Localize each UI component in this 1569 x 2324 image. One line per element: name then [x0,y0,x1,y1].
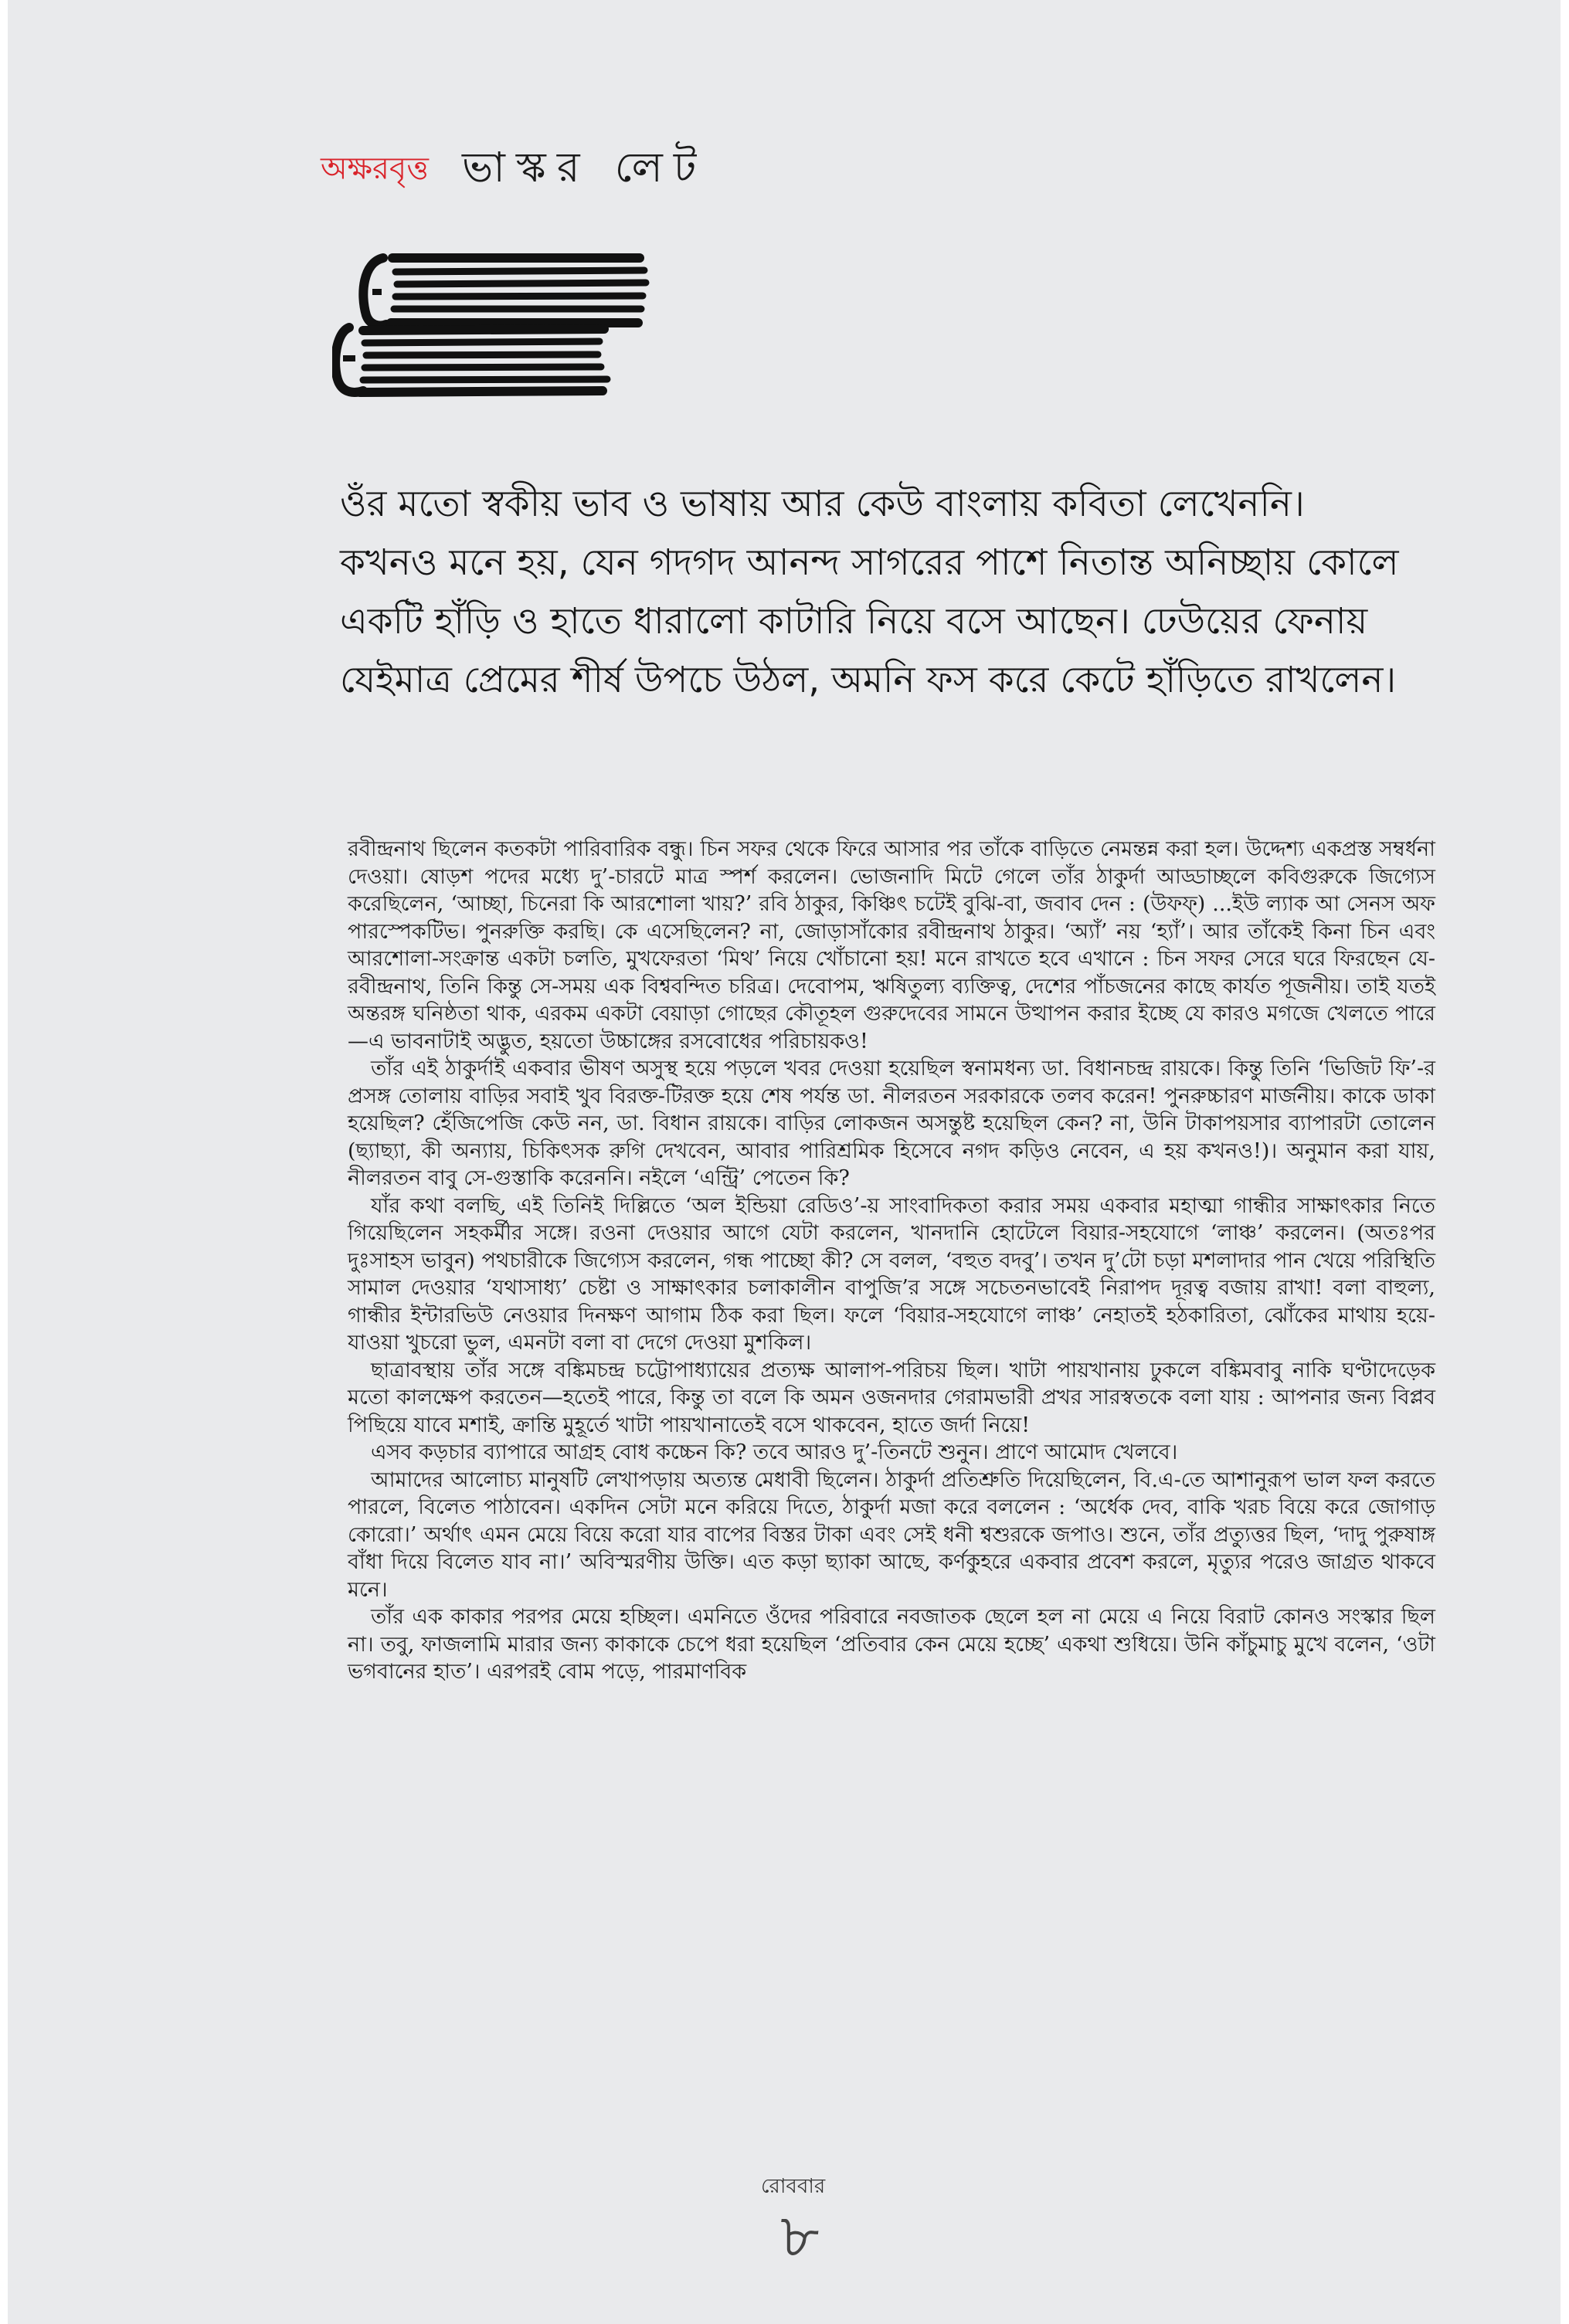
page-number: ৮ [780,2202,820,2271]
body-paragraph-7: তাঁর এক কাকার পরপর মেয়ে হচ্ছিল। এমনিতে ওঁদের পরিবারে নবজাতক ছেলে হল না মেয়ে এ নিয়ে বিরাট কোনও সংস্কার ছিল না। তবু, ফাজলামি মারার জন্য কাকাকে চেপে ধরা হয়েছিল ‘প্রতিবার কেন মেয়ে হচ্ছে’ একথা শুধিয়ে। উনি কাঁচুমাচু মুখে বলেন, ‘ওটা ভগবানের হাত’। এরপরই বোম পড়ে, পারমাণবিক [348,1605,1435,1684]
body-paragraph-6: আমাদের আলোচ্য মানুষটি লেখাপড়ায় অত্যন্ত মেধাবী ছিলেন। ঠাকুর্দা প্রতিশ্রুতি দিয়েছিলেন, বি.এ-তে আশানুরূপ ভাল ফল করতে পারলে, বিলেত পাঠাবেন। একদিন সেটা মনে করিয়ে দিতে, ঠাকুর্দা মজা করে বললেন : ‘অর্ধেক দেব, বাকি খরচ বিয়ে করে জোগাড় কোরো।’ অর্থাৎ এমন মেয়ে বিয়ে করো যার বাপের বিস্তর টাকা এবং সেই ধনী শ্বশুরকে জপাও। শুনে, তাঁর প্রত্যুত্তর ছিল, ‘দাদু পুরুষাঙ্গ বাঁধা দিয়ে বিলেত যাব না।’ অবিস্মরণীয় উক্তি। এত কড়া ছ্যাকা আছে, কর্ণকুহরে একবার প্রবেশ করলে, মৃত্যুর পরেও জাগ্রত থাকবে মনে। [348,1467,1435,1602]
article-body [348,836,1435,1686]
pull-quote: ওঁর মতো স্বকীয় ভাব ও ভাষায় আর কেউ বাংলায় কবিতা লেখেননি। কখনও মনে হয়, যেন গদগদ আনন্দ সাগরের পাশে নিতান্ত অনিচ্ছায় কোলে একটি হাঁড়ি ও হাতে ধারালো কাটারি নিয়ে বসে আছেন। ঢেউয়ের ফেনায় যেইমাত্র প্রেমের শীর্ষ উপচে উঠল, অমনি ফস করে কেটে হাঁড়িতে রাখলেন। [340,483,1399,701]
body-paragraph-1: রবীন্দ্রনাথ ছিলেন কতকটা পারিবারিক বন্ধু। চিন সফর থেকে ফিরে আসার পর তাঁকে বাড়িতে নেমন্তন্ন করা হল। উদ্দেশ্য একপ্রস্ত সম্বর্ধনা দেওয়া। ষোড়শ পদের মধ্যে দু’-চারটে মাত্র স্পর্শ করলেন। ভোজনাদি মিটে গেলে তাঁর ঠাকুর্দা আড্ডাচ্ছলে কবিগুরুকে জিগ্যেস করেছিলেন, ‘আচ্ছা, চিনেরা কি আরশোলা খায়?’ রবি ঠাকুর, কিঞ্চিৎ চটেই বুঝি-বা, জবাব দেন : (উফফ্) ...ইউ ল্যাক আ সেনস অফ পারস্পেকটিভ। পুনরুক্তি করছি। কে এসেছিলেন? না, জোড়াসাঁকোর রবীন্দ্রনাথ ঠাকুর। ‘অ্যাঁ’ নয় ‘হ্যাঁ’। আর তাঁকেই কিনা চিন এবং আরশোলা-সংক্রান্ত একটা চলতি, মুখফেরতা ‘মিথ’ নিয়ে খোঁচানো হয়! মনে রাখতে হবে এখানে : চিন সফর সেরে ঘরে ফিরছেন যে-রবীন্দ্রনাথ, তিনি কিন্তু সে-সময় এক বিশ্ববন্দিত চরিত্র। দেবোপম, ঋষিতুল্য ব্যক্তিত্ব, দেশের পাঁচজনের কাছে কার্যত পূজনীয়। তাই যতই অন্তরঙ্গ ঘনিষ্ঠতা থাক, এরকম একটা বেয়াড়া গোছের কৌতূহল গুরুদেবের সামনে উত্থাপন করার ইচ্ছে যে কারও মগজে খেলতে পারে—এ ভাবনাটাই অদ্ভুত, হয়তো উচ্চাঙ্গের রসবোধের পরিচায়কও! [348,837,1435,1053]
stacked-books-logo-icon [332,247,664,402]
section-label: অক্ষরবৃত্ত [321,151,429,187]
publication-name: রোববার [761,2175,826,2198]
body-paragraph-2: তাঁর এই ঠাকুর্দাই একবার ভীষণ অসুস্থ হয়ে পড়লে খবর দেওয়া হয়েছিল স্বনামধন্য ডা. বিধানচন্দ্র রায়কে। কিন্তু তিনি ‘ভিজিট ফি’-র প্রসঙ্গ তোলায় বাড়ির সবাই খুব বিরক্ত-টিরক্ত হয়ে শেষ পর্যন্ত ডা. নীলরতন সরকারকে তলব করেন! পুনরুচ্চারণ মার্জনীয়। কাকে ডাকা হয়েছিল? হেঁজিপেজি কেউ নন, ডা. বিধান রায়কে। বাড়ির লোকজন অসন্তুষ্ট হয়েছিল কেন? না, উনি টাকাপয়সার ব্যাপারটা তোলেন (ছ্যাছ্যা, কী অন্যায়, চিকিৎসক রুগি দেখবেন, আবার পারিশ্রমিক হিসেবে নগদ কড়িও নেবেন, এ হয় কখনও!)। অনুমান করা যায়, নীলরতন বাবু সে-গুস্তাকি করেননি। নইলে ‘এন্ট্রি’ পেতেন কি? [348,1057,1435,1190]
author-name: ভাস্কর লেট [462,143,708,192]
body-paragraph-5: এসব কড়চার ব্যাপারে আগ্রহ বোধ কচ্চেন কি? তবে আরও দু’-তিনটে শুনুন। প্রাণে আমোদ খেলবে। [371,1440,1178,1464]
column-header [321,135,707,205]
magazine-page [8,0,1561,2324]
body-paragraph-4: ছাত্রাবস্থায় তাঁর সঙ্গে বঙ্কিমচন্দ্র চট্টোপাধ্যায়ের প্রত্যক্ষ আলাপ-পরিচয় ছিল। খাটা পায়খানায় ঢুকলে বঙ্কিমবাবু নাকি ঘণ্টাদেড়েক মতো কালক্ষেপ করতেন—হতেই পারে, কিন্তু তা বলে কি অমন ওজনদার গেরামভারী প্রখর সারস্বতকে বলা যায় : আপনার জন্য বিপ্লব পিছিয়ে যাবে মশাই, ক্রান্তি মুহূর্তে খাটা পায়খানাতেই বসে থাকবেন, হাতে জর্দা নিয়ে! [348,1358,1435,1437]
body-paragraph-3: যাঁর কথা বলছি, এই তিনিই দিল্লিতে ‘অল ইন্ডিয়া রেডিও’-য় সাংবাদিকতা করার সময় একবার মহাত্মা গান্ধীর সাক্ষাৎকার নিতে গিয়েছিলেন সহকর্মীর সঙ্গে। রওনা দেওয়ার আগে যেটা করলেন, খানদানি হোটেলে বিয়ার-সহযোগে ‘লাঞ্চ’ করলেন। (অতঃপর দুঃসাহস ভাবুন) পথচারীকে জিগ্যেস করলেন, গন্ধ পাচ্ছো কী? সে বলল, ‘বহুত বদবু’। তখন দু’টো চড়া মশলাদার পান খেয়ে পরিস্থিতি সামাল দেওয়ার ‘যথাসাধ্য’ চেষ্টা ও সাক্ষাৎকার চলাকালীন বাপুজি’র সঙ্গে সচেতনভাবেই নিরাপদ দূরত্ব বজায় রাখা! বলা বাহুল্য, গান্ধীর ইন্টারভিউ নেওয়ার দিনক্ষণ আগাম ঠিক করা ছিল। ফলে ‘বিয়ার-সহযোগে লাঞ্চ’ নেহাতই হঠকারিতা, ঝোঁকের মাথায় হয়ে-যাওয়া খুচরো ভুল, এমনটা বলা বা দেগে দেওয়া মুশকিল। [348,1193,1435,1355]
